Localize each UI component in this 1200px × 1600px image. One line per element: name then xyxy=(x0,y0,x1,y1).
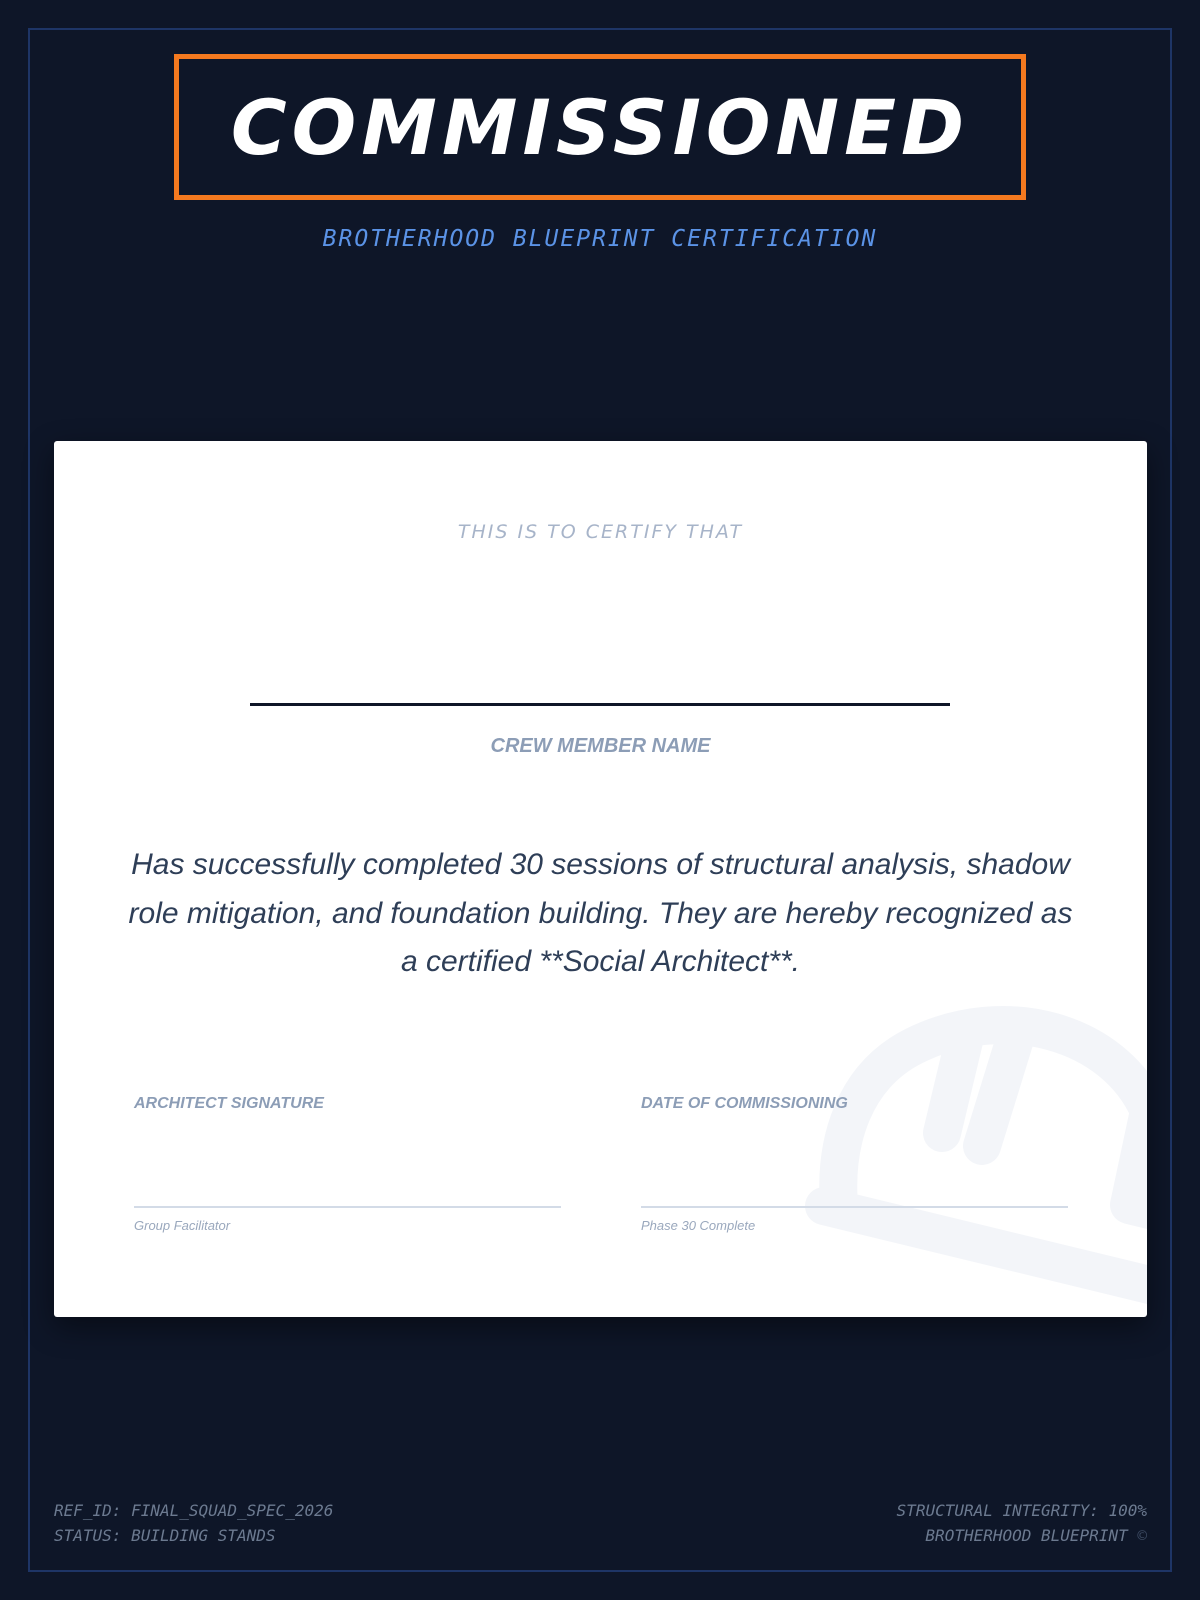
brand-text: BROTHERHOOD BLUEPRINT xyxy=(925,1526,1128,1545)
certificate-title: COMMISSIONED xyxy=(230,82,970,172)
date-label: DATE OF COMMISSIONING xyxy=(641,1095,848,1112)
certification-statement: Has successfully completed 30 sessions of structural analysis, shadow role mitigation, and foundation building. They are hereby recognized as a certified **Social Architect**. xyxy=(128,848,1073,978)
brand-line xyxy=(897,1523,1147,1548)
date-sublabel: Phase 30 Complete xyxy=(641,1218,756,1233)
signature-label: ARCHITECT SIGNATURE xyxy=(134,1095,324,1112)
date-line xyxy=(641,1206,1068,1208)
footer-right xyxy=(897,1498,1147,1548)
signature-block xyxy=(134,1095,561,1233)
title-box xyxy=(174,54,1026,200)
certificate-card xyxy=(54,441,1147,1317)
signature-line xyxy=(134,1206,561,1208)
signature-sublabel: Group Facilitator xyxy=(134,1218,231,1233)
name-line xyxy=(250,703,950,706)
footer-left xyxy=(54,1498,333,1548)
integrity-text: STRUCTURAL INTEGRITY: 100% xyxy=(896,1501,1147,1520)
crew-member-name-label: CREW MEMBER NAME xyxy=(490,735,711,757)
ref-id-text: REF_ID: FINAL_SQUAD_SPEC_2026 xyxy=(54,1501,334,1520)
status-text: STATUS: BUILDING STANDS xyxy=(54,1526,276,1545)
copyright-icon: © xyxy=(1137,1526,1147,1545)
date-block xyxy=(641,1095,1068,1233)
certificate-subtitle: BROTHERHOOD BLUEPRINT CERTIFICATION xyxy=(322,226,878,252)
certify-intro: THIS IS TO CERTIFY THAT xyxy=(457,521,744,543)
